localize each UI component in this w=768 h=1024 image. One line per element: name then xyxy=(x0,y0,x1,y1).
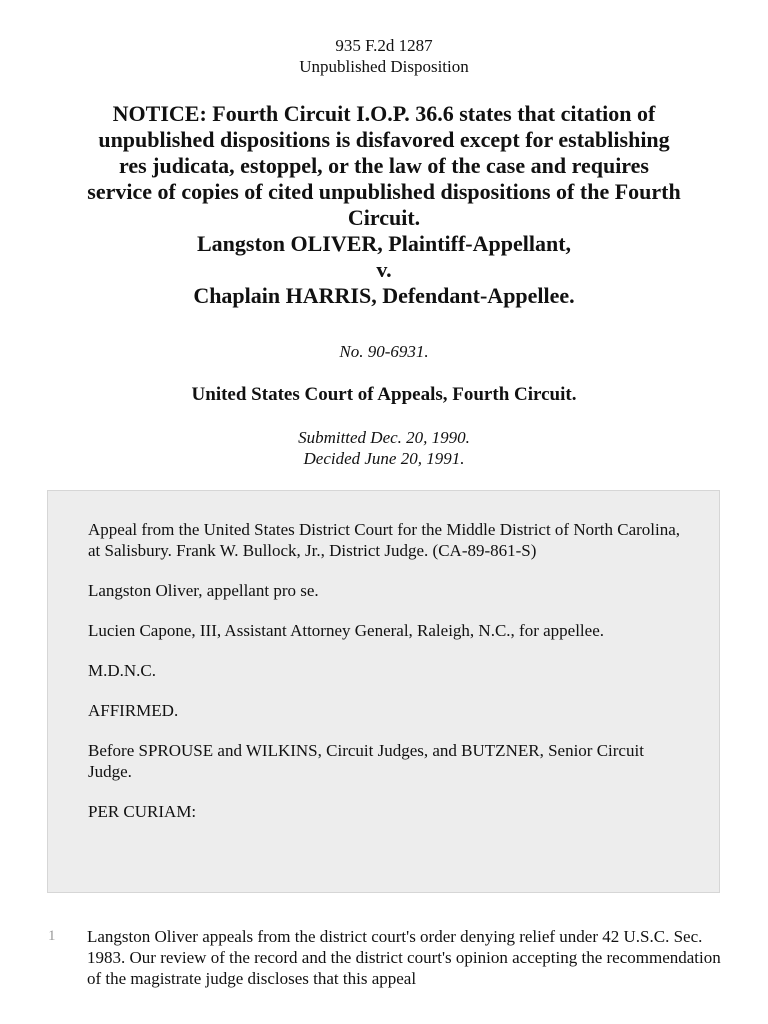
case-info-content xyxy=(88,519,688,841)
plaintiff-line: Langston OLIVER, Plaintiff-Appellant, xyxy=(196,231,572,256)
defendant-line: Chaplain HARRIS, Defendant-Appellee. xyxy=(193,283,575,308)
submitted-date: Submitted Dec. 20, 1990. xyxy=(298,428,470,447)
notice-line-4: service of copies of cited unpublished dispositions of the Fourth xyxy=(87,179,681,204)
appeal-from-text: Appeal from the United States District Court for the Middle District of North Carolina, at Salisbury. Frank W. Bullock, Jr., District Judge. (CA-89-861-S) xyxy=(88,520,681,560)
case-header xyxy=(0,35,768,77)
lower-court-text: M.D.N.C. xyxy=(88,661,157,680)
case-dates xyxy=(0,427,768,469)
panel-text: Before SPROUSE and WILKINS, Circuit Judges, and BUTZNER, Senior Circuit Judge. xyxy=(88,741,644,781)
court-name: United States Court of Appeals, Fourth Circuit. xyxy=(191,384,577,405)
disposition-text: Unpublished Disposition xyxy=(299,57,469,76)
paragraph-text: Langston Oliver appeals from the district court's order denying relief under 42 U.S.C. Sec. 1983. Our review of the record and the district court's opinion accepting the recommendation of the magistrate judge discloses that this appeal xyxy=(87,927,721,988)
versus-line: v. xyxy=(376,257,392,282)
notice-line-3: res judicata, estoppel, or the law of the case and requires xyxy=(118,153,649,178)
appellant-counsel-text: Langston Oliver, appellant pro se. xyxy=(88,581,319,600)
notice-line-5: Circuit. xyxy=(347,205,421,230)
paragraph-number: 1 xyxy=(48,928,56,944)
notice-line-1: NOTICE: Fourth Circuit I.O.P. 36.6 states that citation of xyxy=(112,101,656,126)
case-info-box xyxy=(47,490,720,893)
notice-line-2: unpublished dispositions is disfavored except for establishing xyxy=(98,127,670,152)
notice-block xyxy=(40,101,728,309)
result-text: AFFIRMED. xyxy=(88,701,179,720)
appellee-counsel-text: Lucien Capone, III, Assistant Attorney General, Raleigh, N.C., for appellee. xyxy=(88,621,604,640)
decided-date: Decided June 20, 1991. xyxy=(303,449,465,468)
author-text: PER CURIAM: xyxy=(88,802,197,821)
docket-number: No. 90-6931. xyxy=(339,342,429,361)
citation-text: 935 F.2d 1287 xyxy=(335,36,433,55)
